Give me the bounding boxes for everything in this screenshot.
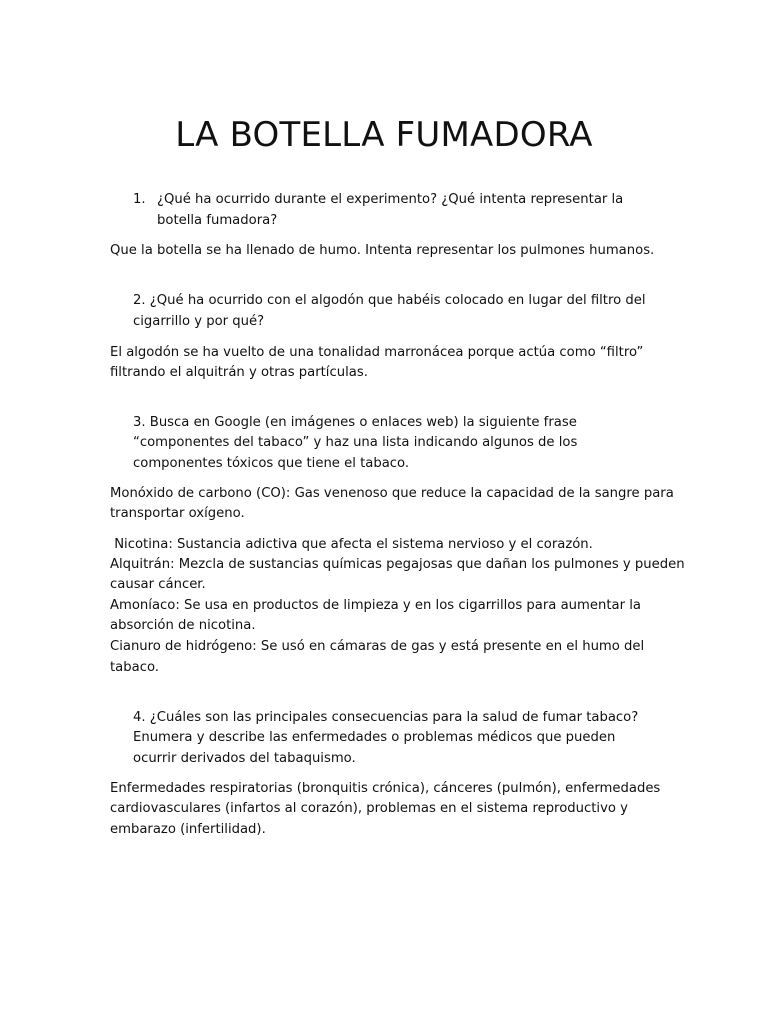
question-3-line-1: 3. Busca en Google (en imágenes o enlaces web) la siguiente frase (133, 415, 577, 430)
question-4-line-2: Enumera y describe las enfermedades o problemas médicos que pueden (133, 730, 616, 745)
question-2-line-2: cigarrillo y por qué? (133, 314, 265, 329)
question-1-line-1: ¿Qué ha ocurrido durante el experimento? ¿Qué intenta representar la (157, 192, 624, 207)
question-3-line-3: componentes tóxicos que tiene el tabaco. (133, 456, 410, 471)
answer-4-line-1: Enfermedades respiratorias (bronquitis crónica), cánceres (pulmón), enfermedades (110, 781, 661, 796)
answer-2-line-1: El algodón se ha vuelto de una tonalidad marronácea porque actúa como “filtro” (110, 345, 644, 360)
question-4-line-3: ocurrir derivados del tabaquismo. (133, 751, 356, 766)
answer-3-alquitran-line-2: causar cáncer. (110, 577, 206, 592)
document-title: LA BOTELLA FUMADORA (175, 115, 593, 155)
answer-2-line-2: filtrando el alquitrán y otras partículas. (110, 365, 368, 380)
question-1-number: 1. (133, 192, 146, 207)
answer-1-line-1: Que la botella se ha llenado de humo. Intenta representar los pulmones humanos. (110, 243, 655, 258)
answer-4-line-3: embarazo (infertilidad). (110, 822, 266, 837)
question-4-line-1: 4. ¿Cuáles son las principales consecuencias para la salud de fumar tabaco? (133, 710, 639, 725)
answer-3-nicotina: Nicotina: Sustancia adictiva que afecta el sistema nervioso y el corazón. (110, 537, 593, 552)
question-2-line-1: 2. ¿Qué ha ocurrido con el algodón que habéis colocado en lugar del filtro del (133, 293, 646, 308)
answer-3-alquitran-line-1: Alquitrán: Mezcla de sustancias químicas pegajosas que dañan los pulmones y pueden (110, 557, 685, 572)
answer-3-amoniaco-line-2: absorción de nicotina. (110, 618, 256, 633)
answer-3-amoniaco-line-1: Amoníaco: Se usa en productos de limpieza y en los cigarrillos para aumentar la (110, 598, 641, 613)
answer-4-line-2: cardiovasculares (infartos al corazón), problemas en el sistema reproductivo y (110, 801, 628, 816)
question-3-line-2: “componentes del tabaco” y haz una lista indicando algunos de los (133, 435, 578, 450)
answer-3-co-line-2: transportar oxígeno. (110, 506, 245, 521)
answer-3-cianuro-line-1: Cianuro de hidrógeno: Se usó en cámaras de gas y está presente en el humo del (110, 639, 645, 654)
question-1-line-2: botella fumadora? (157, 213, 278, 228)
answer-3-co-line-1: Monóxido de carbono (CO): Gas venenoso que reduce la capacidad de la sangre para (110, 486, 674, 501)
answer-3-cianuro-line-2: tabaco. (110, 660, 159, 675)
